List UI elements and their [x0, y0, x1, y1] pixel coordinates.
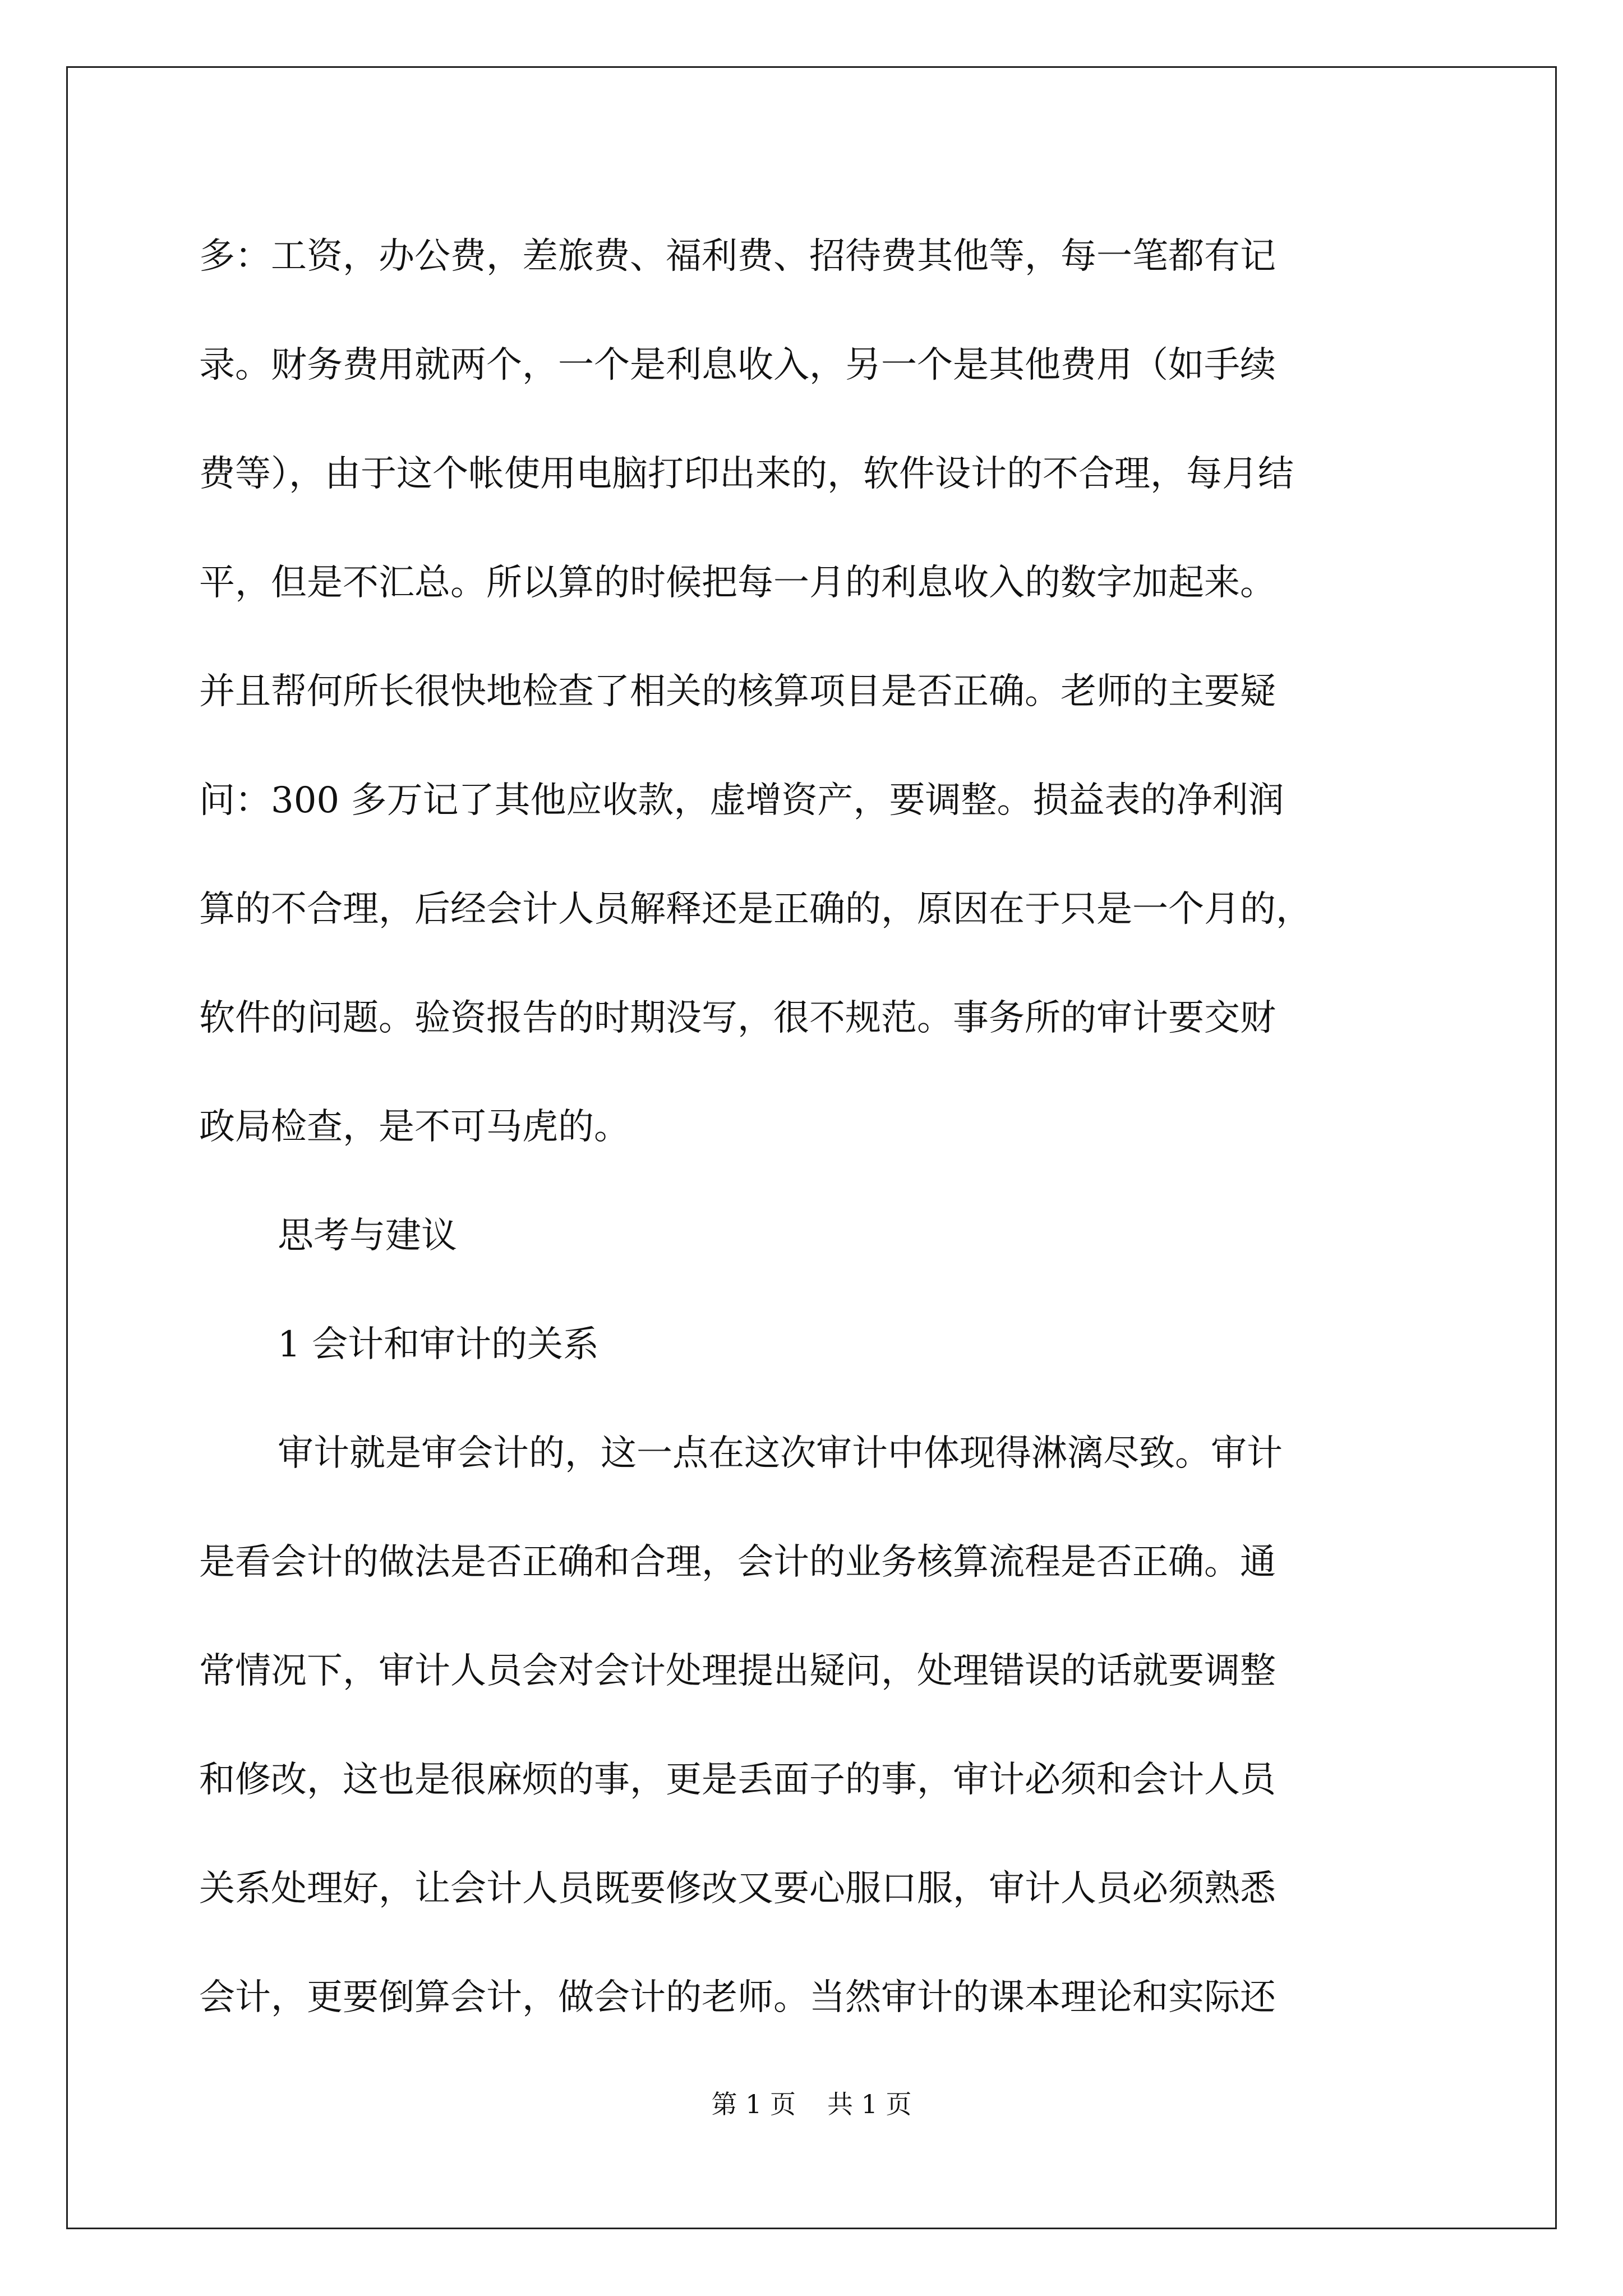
text-line: 关系处理好，让会计人员既要修改又要心服口服，审计人员必须熟悉: [199, 1868, 1276, 1910]
text-line: 会计，更要倒算会计，做会计的老师。当然审计的课本理论和实际还: [199, 1977, 1276, 2018]
text-line: 常情况下，审计人员会对会计处理提出疑问，处理错误的话就要调整: [199, 1650, 1276, 1692]
section-heading: 思考与建议: [278, 1215, 457, 1257]
paragraph-start-line: 审计就是审会计的，这一点在这次审计中体现得淋漓尽致。审计: [278, 1433, 1283, 1474]
text-line: 软件的问题。验资报告的时期没写，很不规范。事务所的审计要交财: [199, 997, 1276, 1039]
text-line: 问：300 多万记了其他应收款，虚增资产，要调整。损益表的净利润: [199, 780, 1284, 821]
text-line: 平，但是不汇总。所以算的时候把每一月的利息收入的数字加起来。: [199, 562, 1276, 604]
subsection-heading: 1 会计和审计的关系: [278, 1324, 600, 1365]
document-body: [199, 202, 1450, 2052]
page-number-current: 第 1 页: [711, 2089, 796, 2119]
text-line: 是看会计的做法是否正确和合理，会计的业务核算流程是否正确。通: [199, 1542, 1276, 1583]
page-footer: [0, 2084, 1623, 2121]
text-line: 多：工资，办公费，差旅费、福利费、招待费其他等，每一笔都有记: [199, 236, 1276, 277]
text-line: 政局检查，是不可马虎的。: [199, 1106, 630, 1148]
text-line: 录。财务费用就两个，一个是利息收入，另一个是其他费用（如手续: [199, 344, 1276, 386]
text-line: 和修改，这也是很麻烦的事，更是丢面子的事，审计必须和会计人员: [199, 1759, 1276, 1801]
page-number-total: 共 1 页: [827, 2089, 912, 2119]
text-line: 算的不合理，后经会计人员解释还是正确的，原因在于只是一个月的，: [199, 889, 1312, 930]
text-line: 费等），由于这个帐使用电脑打印出来的，软件设计的不合理，每月结: [199, 453, 1294, 495]
text-line: 并且帮何所长很快地检查了相关的核算项目是否正确。老师的主要疑: [199, 671, 1276, 712]
